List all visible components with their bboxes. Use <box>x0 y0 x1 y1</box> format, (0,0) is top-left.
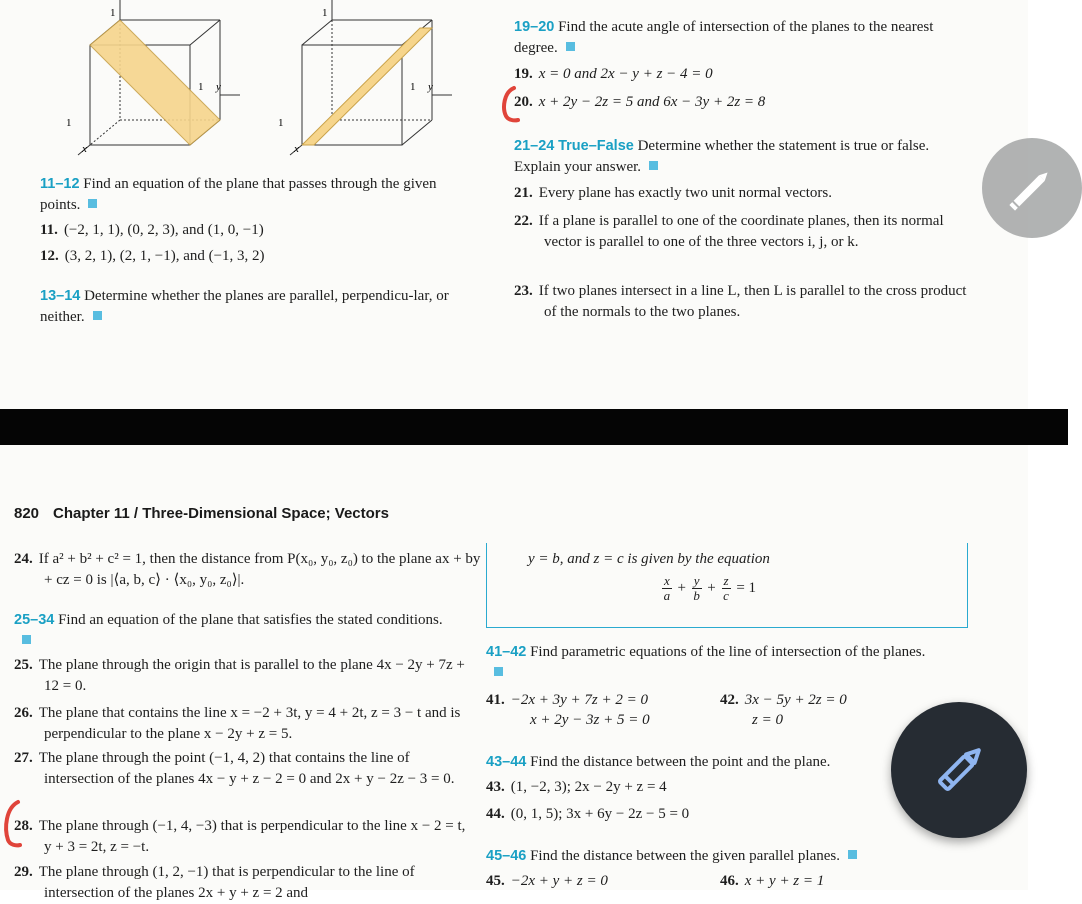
edit-button[interactable] <box>891 702 1027 838</box>
edit-button-secondary[interactable] <box>982 138 1082 238</box>
exercise-item: 42. 3x − 5y + 2z = 0 <box>720 692 847 708</box>
exercise-item: 11. (−2, 1, 1), (0, 2, 3), and (1, 0, −1) <box>40 222 264 238</box>
exercise-item: 23. If two planes intersect in a line L, then L is parallel to the cross product of the normals to the two planes. <box>514 283 967 320</box>
square-marker-icon <box>649 161 658 170</box>
exercise-item-line: z = 0 <box>752 712 783 728</box>
cube-figure-right <box>272 0 452 160</box>
pen-annotation-mark <box>0 798 22 850</box>
exercise-item: 27. The plane through the point (−1, 4, 2) that contains the line of intersection of the planes 4x − y + z − 2 = 0 and 2x + y − 2z − 3 = 0. <box>14 750 455 787</box>
square-marker-icon <box>494 667 503 676</box>
exercise-item: 29. The plane through (1, 2, −1) that is perpendicular to the line of intersection of the planes 2x + y + z = 2 and <box>14 864 415 901</box>
exercise-item: 20. x + 2y − 2z = 5 and 6x − 3y + 2z = 8 <box>514 94 766 110</box>
box-text: y = b, and z = c is given by the equation <box>528 551 770 567</box>
exercise-item: 24. If a² + b² + c² = 1, then the distance from P(x₀, y₀, z₀) to the plane ax + by + cz = 0 is |⟨a, b, c⟩ · ⟨x₀, y₀, z₀⟩|. <box>14 551 481 588</box>
exercise-item: 26. The plane that contains the line x = −2 + 3t, y = 4 + 2t, z = 3 − t and is perpendicular to the plane x − 2y + z = 5. <box>14 705 461 742</box>
axis-y-one-label: 1 <box>198 81 204 93</box>
axis-x-label: x <box>82 143 87 155</box>
axis-z-label: 1 <box>322 7 328 19</box>
exercise-header-25-34: 25–34 Find an equation of the plane that satisfies the stated conditions. <box>14 610 444 652</box>
exercise-item: 43. (1, −2, 3); 2x − 2y + z = 4 <box>486 779 667 795</box>
cube-figure-left <box>60 0 240 160</box>
pen-annotation-mark <box>498 84 520 124</box>
exercise-item: 44. (0, 1, 5); 3x + 6y − 2z − 5 = 0 <box>486 806 690 822</box>
exercise-header-45-46: 45–46 Find the distance between the given parallel planes. <box>486 846 926 867</box>
square-marker-icon <box>88 199 97 208</box>
axis-y-label: y <box>428 81 433 93</box>
exercise-item: 45. −2x + y + z = 0 <box>486 873 608 889</box>
axis-x-label: x <box>294 143 299 155</box>
exercise-header-43-44: 43–44 Find the distance between the point and the plane. <box>486 754 831 770</box>
intercept-equation: $\frac{x}{a}$ + $\frac{y}{b}$ + $\frac{z}{c}$ = 1 <box>663 573 757 603</box>
square-marker-icon <box>22 635 31 644</box>
axis-x-one-label: 1 <box>278 117 284 129</box>
exercise-header-21-24: 21–24 True–False Determine whether the statement is true or false. Explain your answer. <box>514 138 930 175</box>
exercise-item: 19. x = 0 and 2x − y + z − 4 = 0 <box>514 66 713 82</box>
exercise-item: 46. x + y + z = 1 <box>720 873 825 889</box>
exercise-item: 25. The plane through the origin that is parallel to the plane 4x − 2y + 7z + 12 = 0. <box>14 657 465 694</box>
exercise-item: 22. If a plane is parallel to one of the coordinate planes, then its normal vector is parallel to one of the three vectors i, j, or k. <box>514 213 944 250</box>
square-marker-icon <box>93 311 102 320</box>
exercise-item: 41. −2x + 3y + 7z + 2 = 0 <box>486 692 649 708</box>
chapter-heading: 820 Chapter 11 / Three-Dimensional Space; Vectors <box>14 505 389 522</box>
exercise-header-19-20: 19–20 Find the acute angle of intersection of the planes to the nearest degree. <box>514 19 934 56</box>
exercise-header-11-12: 11–12 Find an equation of the plane that passes through the given points. <box>40 176 437 213</box>
axis-x-one-label: 1 <box>66 117 72 129</box>
axis-z-label: 1 <box>110 7 116 19</box>
pencil-icon <box>891 702 1027 838</box>
exercise-header-13-14: 13–14 Determine whether the planes are parallel, perpendicu-lar, or neither. <box>40 288 449 325</box>
pencil-icon <box>982 138 1082 238</box>
axis-y-label: y <box>216 81 221 93</box>
exercise-item: 12. (3, 2, 1), (2, 1, −1), and (−1, 3, 2) <box>40 248 265 264</box>
exercise-header-41-42: 41–42 Find parametric equations of the line of intersection of the planes. <box>486 642 926 684</box>
exercise-item: 21. Every plane has exactly two unit normal vectors. <box>514 185 832 201</box>
exercise-item-line: x + 2y − 3z + 5 = 0 <box>530 712 650 728</box>
square-marker-icon <box>848 850 857 859</box>
axis-y-one-label: 1 <box>410 81 416 93</box>
page-divider <box>0 409 1068 445</box>
exercise-item: 28. The plane through (−1, 4, −3) that is perpendicular to the line x − 2 = t, y + 3 = 2t, z = −t. <box>14 818 466 855</box>
square-marker-icon <box>566 42 575 51</box>
